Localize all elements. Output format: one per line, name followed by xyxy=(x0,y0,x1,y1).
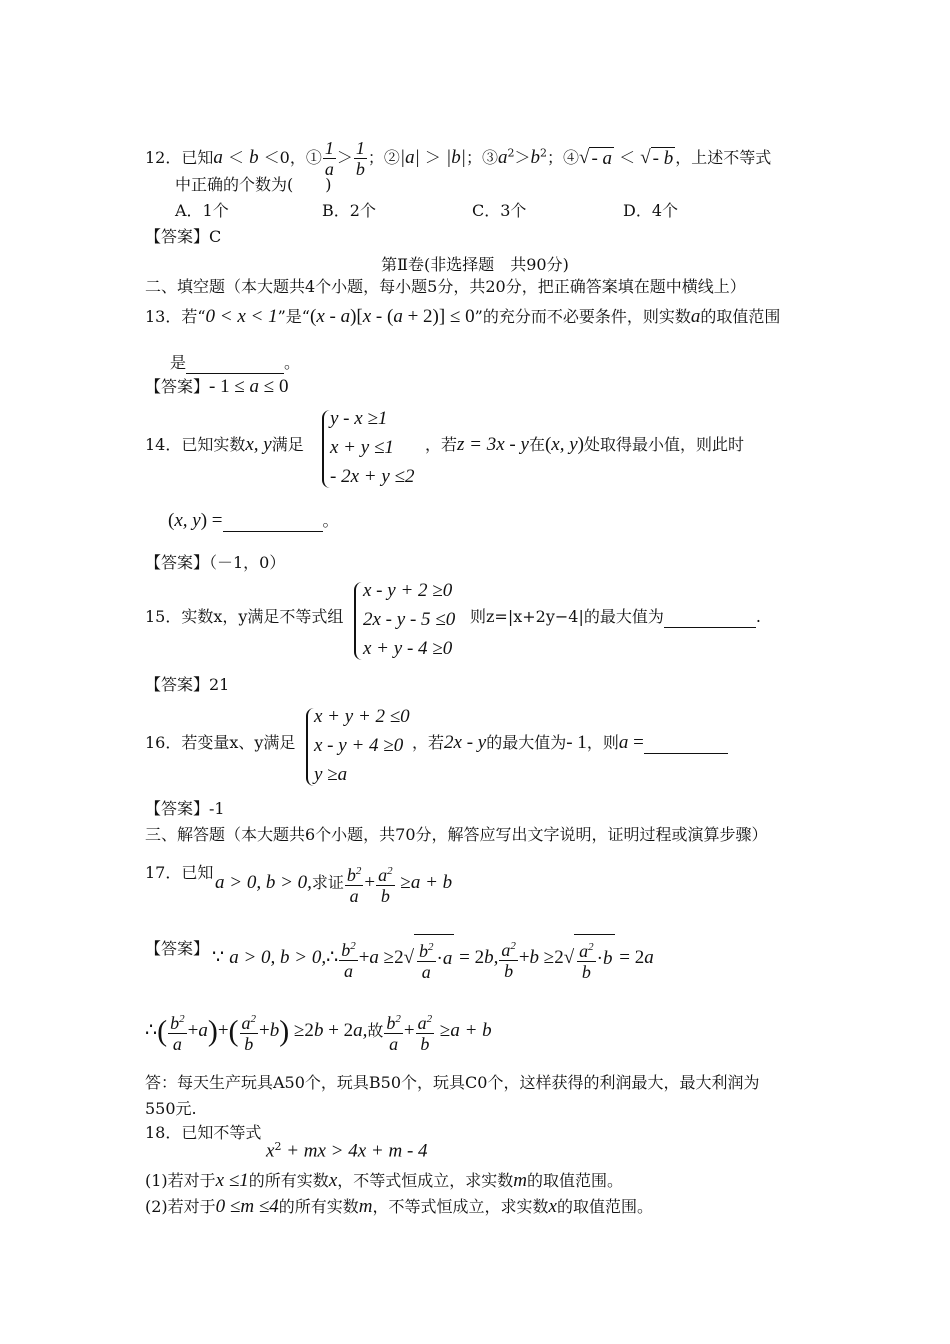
system-row: x - y + 2 ≥0 xyxy=(363,580,453,601)
q14-line1-right: ，若z = 3x - y在(x, y)处取得最小值，则此时 xyxy=(425,434,744,455)
q12-line1: 12．已知a ＜ b ＜0，① $\frac{1}{a}$ ＞ $\frac{1}{b}$ ；②|a| ＞ |b|；$③a^2>b^2$；④√ - a ＜ √ - b ，上述不等式 xyxy=(145,138,772,179)
q13-line1: 13．若“0 < x < 1”是“(x - a)[x - (a + 2)] ≤ 0”的充分而不必要条件，则实数a的取值范围 xyxy=(145,306,781,327)
system-row: x - y + 4 ≥0 xyxy=(314,735,404,756)
q15-tail: 则z=|x+2y−4|的最大值为 . xyxy=(470,607,761,626)
q15-answer: 【答案】21 xyxy=(145,675,230,694)
q16-tail: ，若2x - y的最大值为- 1，则a = xyxy=(412,732,728,754)
q16-prefix: 16．若变量x、y满足 xyxy=(145,733,296,752)
q17-note-2: 550元. xyxy=(145,1099,197,1118)
q17-prefix: 17．已知 xyxy=(145,863,214,882)
system-row: x + y + 2 ≤0 xyxy=(314,706,410,727)
system-row: y - x ≥1 xyxy=(330,408,388,429)
q12-prefix: 12．已知 xyxy=(145,148,214,167)
q18-prefix: 18．已知不等式 xyxy=(145,1123,262,1142)
q17-answer-line2: ∴( $\frac{b^2}{a}$ +a)+( $\frac{a^2}{b}$ +b) ≥2b + 2a,故 $\frac{b^2}{a}$ + $\frac{a^2}{b}$ ≥a + b xyxy=(145,1006,492,1057)
fraction: $\frac{1}{a}$ xyxy=(324,138,334,179)
answer-blank[interactable] xyxy=(186,355,284,374)
answer-blank[interactable] xyxy=(644,735,728,754)
q14-line1-left: 14．已知实数x, y满足 xyxy=(145,434,304,455)
system-row: x + y - 4 ≥0 xyxy=(363,638,453,659)
q12-option-b: B．2个 xyxy=(322,201,376,220)
fraction: $\frac{1}{b}$ xyxy=(355,138,365,179)
q12-suffix: ，上述不等式 xyxy=(675,148,772,167)
answer-blank[interactable] xyxy=(223,515,323,532)
q12-answer: 【答案】C xyxy=(145,227,222,246)
q13-answer: 【答案】- 1 ≤ a ≤ 0 xyxy=(145,376,289,397)
q17-answer-line1: ∵ a > 0, b > 0,∴ $\frac{b^2}{a}$ +a ≥2√ $\frac{b^2}{a}$ ·a = 2b, $\frac{a^2}{b}$ +b ≥2√ $\frac{a^2}{b}$ ·b = 2a xyxy=(212,934,654,983)
system-row: y ≥a xyxy=(314,764,348,785)
q12-option-c: C．3个 xyxy=(472,201,527,220)
q17-statement: a > 0, b > 0,求证 $\frac{b^2}{a}$ + $\frac{a^2}{b}$ ≥a + b xyxy=(215,860,452,906)
section2-intro: 二、填空题（本大题共4个小题，每小题5分，共20分，把正确答案填在题中横线上） xyxy=(145,277,746,296)
answer-blank[interactable] xyxy=(664,609,756,628)
q17-note-1: 答：每天生产玩具A50个，玩具B50个，玩具C0个，这样获得的利润最大，最大利润为 xyxy=(145,1073,760,1092)
q13-line2: 是 。 xyxy=(170,353,301,372)
q14-line2: (x, y) = 。 xyxy=(168,510,339,531)
system-row: x + y ≤1 xyxy=(330,437,394,458)
q18-inequality: $x^2$ + mx > 4x + m - 4 xyxy=(266,1140,428,1162)
q17-answer-label: 【答案】 xyxy=(145,939,210,958)
q12-line2: 中正确的个数为( ) xyxy=(175,175,332,194)
system-row: 2x - y - 5 ≤0 xyxy=(363,609,456,630)
q18-part1: (1)若对于x ≤1的所有实数x，不等式恒成立，求实数m的取值范围。 xyxy=(145,1170,624,1191)
q16-answer: 【答案】-1 xyxy=(145,799,225,818)
q15-prefix: 15．实数x，y满足不等式组 xyxy=(145,607,344,626)
section2-heading: 第Ⅱ卷(非选择题 共90分) xyxy=(381,255,569,274)
q12-option-a: A．1个 xyxy=(175,201,229,220)
q18-part2: (2)若对于0 ≤m ≤4的所有实数m，不等式恒成立，求实数x的取值范围。 xyxy=(145,1196,653,1217)
system-row: - 2x + y ≤2 xyxy=(330,466,415,487)
q14-answer: 【答案】（－1，0） xyxy=(145,553,286,572)
q12-option-d: D．4个 xyxy=(623,201,679,220)
section3-intro: 三、解答题（本大题共6个小题，共70分，解答应写出文字说明，证明过程或演算步骤） xyxy=(145,825,768,844)
